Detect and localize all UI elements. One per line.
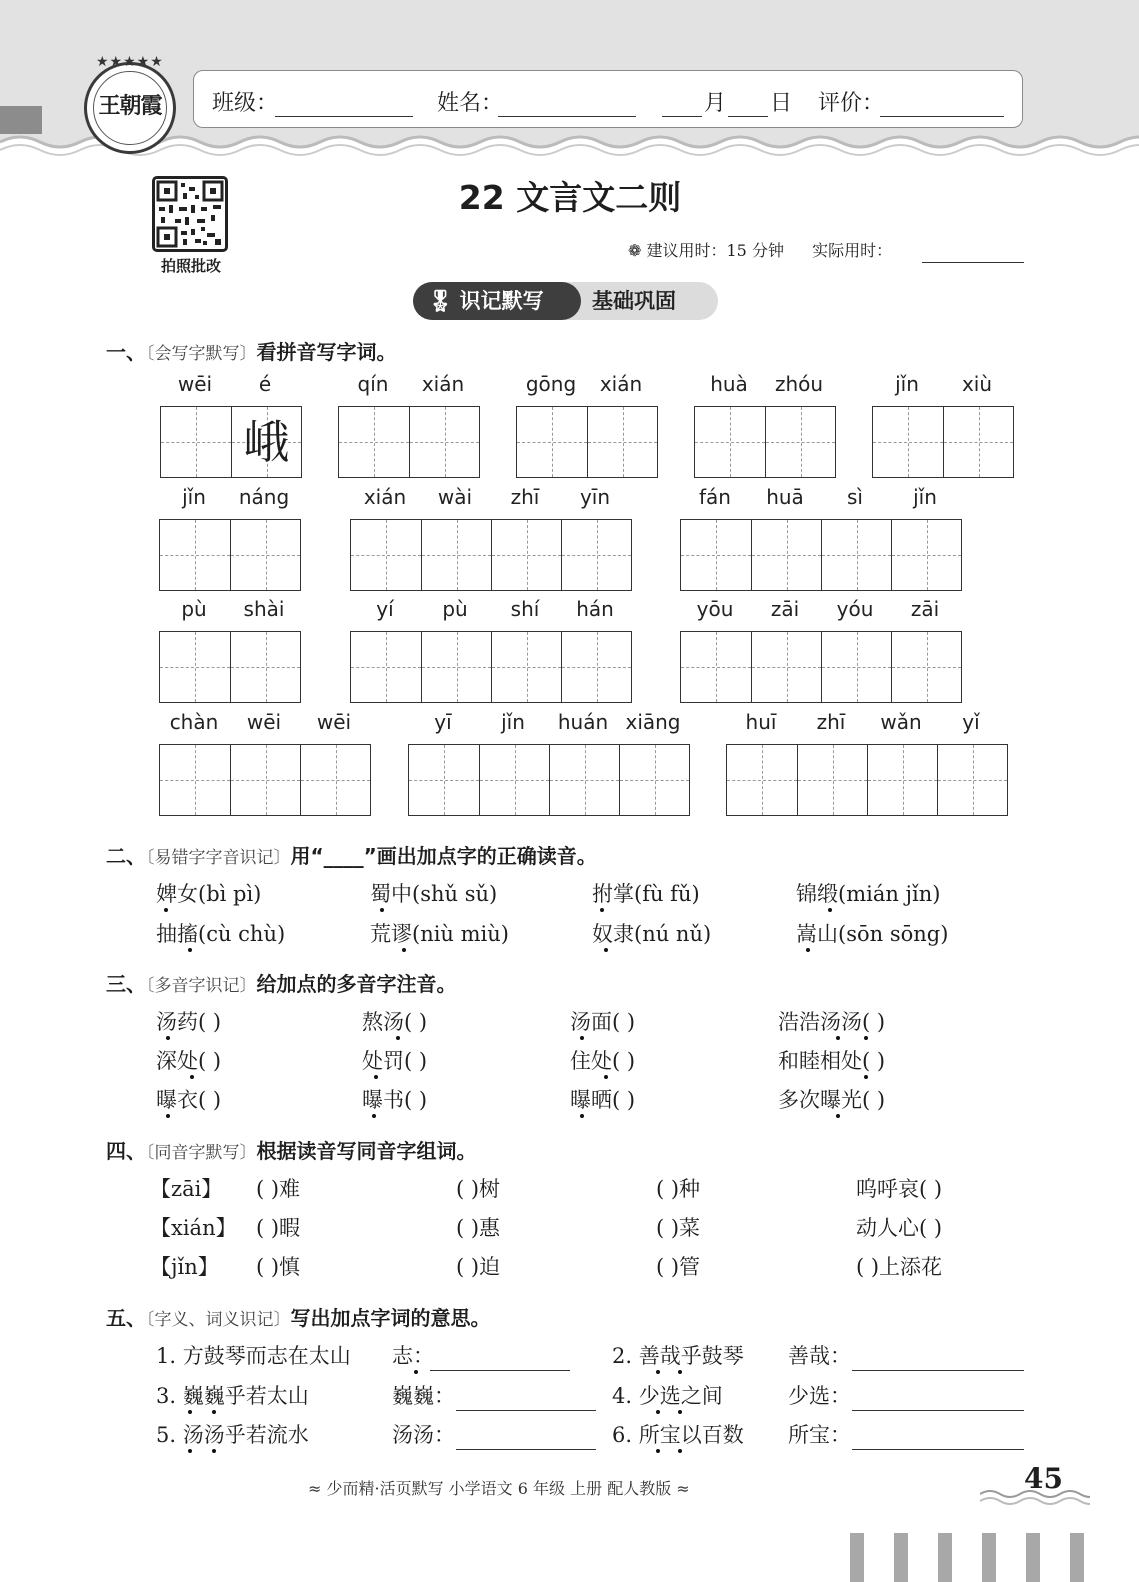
emphasis-dot: [372, 1114, 376, 1118]
grid-char: [868, 745, 937, 815]
section-dark-label: 识记默写: [459, 289, 544, 313]
q4-item[interactable]: ( )暇: [256, 1216, 301, 1240]
grid-cell[interactable]: [681, 520, 751, 590]
q1-num: 一、: [106, 340, 146, 364]
q4-num: 四、: [106, 1139, 146, 1163]
pinyin-label: xiù: [961, 372, 993, 396]
pinyin-label: wǎn: [880, 710, 922, 734]
emphasis-dot: [374, 1075, 378, 1079]
q2-item[interactable]: 锦缎(mián jǐn): [796, 882, 941, 906]
pinyin-label: xiāng: [625, 710, 681, 734]
q3-item[interactable]: 曝衣( ): [156, 1088, 222, 1112]
grid-cell[interactable]: [517, 407, 587, 477]
grid-char: [492, 520, 561, 590]
q3-heading: [106, 968, 457, 997]
footer-bar: [982, 1533, 996, 1582]
writing-grid: [159, 631, 301, 703]
q3-item[interactable]: 多次曝光( ): [778, 1088, 886, 1112]
grid-char: [160, 745, 230, 815]
grid-char: [873, 407, 943, 477]
grid-char: 峨: [243, 415, 290, 469]
grid-cell[interactable]: [161, 407, 231, 477]
emphasis-dot: [836, 1036, 840, 1040]
q4-text: 根据读音写同音字组词。: [256, 1139, 477, 1163]
q4-pinyin: 【xián】: [150, 1216, 237, 1240]
grid-cell[interactable]: [587, 407, 657, 477]
q5-word: 志：: [392, 1344, 434, 1368]
emphasis-dot: [166, 1036, 170, 1040]
side-tab: [0, 106, 42, 134]
q3-item[interactable]: 汤药( ): [156, 1010, 222, 1034]
grid-char: [550, 745, 619, 815]
q5-answer-line[interactable]: [430, 1346, 570, 1371]
q4-item[interactable]: ( )种: [656, 1177, 701, 1201]
grid-cell[interactable]: [549, 745, 619, 815]
q5-answer-line[interactable]: [852, 1346, 1024, 1371]
grid-char: [727, 745, 797, 815]
q4-item[interactable]: ( )上添花: [856, 1255, 943, 1279]
grid-cell[interactable]: [351, 520, 421, 590]
emphasis-dot: [656, 1370, 660, 1374]
footer-bar: [938, 1533, 952, 1582]
q4-item[interactable]: 动人心( ): [856, 1216, 943, 1240]
pinyin-label: huā: [766, 485, 804, 509]
qr-code-icon[interactable]: [152, 176, 228, 252]
q5-text: 写出加点字词的意思。: [290, 1306, 491, 1330]
q2-item[interactable]: 蜀中(shǔ sǔ): [370, 882, 498, 906]
footer-bar: [850, 1533, 864, 1582]
q2-item[interactable]: 拊掌(fù fǔ): [592, 882, 700, 906]
grid-char: [351, 520, 421, 590]
emphasis-dot: [604, 1075, 608, 1079]
grid-char: [938, 745, 1007, 815]
grid-cell[interactable]: [230, 632, 300, 702]
emphasis-dot: [864, 1036, 868, 1040]
pinyin-label: shài: [243, 597, 285, 621]
q5-sentence: 3. 巍巍乎若太山: [156, 1384, 309, 1408]
q3-item[interactable]: 处罚( ): [362, 1049, 428, 1073]
q1-text: 看拼音写字词。: [256, 340, 397, 364]
q3-tag: 〔多音字识记〕: [146, 976, 257, 996]
pinyin-label: yǐ: [962, 710, 980, 734]
grid-char: [160, 632, 230, 702]
emphasis-dot: [402, 948, 406, 952]
q5-tag: 〔字义、词义识记〕: [146, 1310, 291, 1330]
q4-item[interactable]: ( )惠: [456, 1216, 501, 1240]
q4-item[interactable]: ( )管: [656, 1255, 701, 1279]
pinyin-label: wēi: [177, 372, 213, 396]
grid-cell[interactable]: [339, 407, 409, 477]
writing-grid: [680, 631, 962, 703]
grid-cell[interactable]: [943, 407, 1013, 477]
grid-char: [301, 745, 370, 815]
grid-cell[interactable]: [351, 632, 421, 702]
q3-item[interactable]: 和睦相处( ): [778, 1049, 886, 1073]
grid-cell[interactable]: [561, 632, 631, 702]
emphasis-dot: [864, 1075, 868, 1079]
pinyin-label: yī: [434, 710, 452, 734]
q5-word: 巍巍：: [392, 1384, 455, 1408]
q5-sentence: 4. 少选之间: [612, 1384, 723, 1408]
emphasis-dot: [604, 948, 608, 952]
grid-cell[interactable]: [751, 520, 821, 590]
pinyin-label: hán: [576, 597, 614, 621]
grid-cell[interactable]: [821, 632, 891, 702]
pinyin-label: náng: [238, 485, 290, 509]
grid-char: [752, 632, 821, 702]
footer-bar: [1070, 1533, 1084, 1582]
grid-char: [161, 407, 231, 477]
grid-cell[interactable]: [409, 745, 479, 815]
q3-item[interactable]: 熬汤( ): [362, 1010, 428, 1034]
grid-char: [944, 407, 1013, 477]
grid-char: [892, 632, 961, 702]
grid-char: [588, 407, 657, 477]
q5-num: 五、: [106, 1306, 146, 1330]
q2-text: 用“____”画出加点字的正确读音。: [290, 844, 597, 868]
grid-char: [798, 745, 867, 815]
pinyin-label: xián: [363, 485, 407, 509]
emphasis-dot: [828, 908, 832, 912]
grid-char: [695, 407, 765, 477]
grid-cell[interactable]: [421, 520, 491, 590]
q4-item[interactable]: 呜呼哀( ): [856, 1177, 943, 1201]
grid-cell[interactable]: [300, 745, 370, 815]
grid-char: [492, 632, 561, 702]
grid-char: [160, 520, 230, 590]
section-pill-dark: [413, 282, 581, 320]
grid-cell[interactable]: [230, 745, 300, 815]
writing-grid: [338, 406, 480, 478]
writing-grid: [350, 631, 632, 703]
q4-item[interactable]: ( )迫: [456, 1255, 501, 1279]
grid-cell[interactable]: [937, 745, 1007, 815]
writing-grid: [159, 519, 301, 591]
writing-grid: [694, 406, 836, 478]
pinyin-label: qín: [357, 372, 389, 396]
flower-icon: ❁: [628, 241, 642, 260]
pinyin-label: jǐn: [501, 710, 525, 734]
q2-item[interactable]: 奴隶(nú nǔ): [592, 922, 712, 946]
writing-grid: [726, 744, 1008, 816]
grid-char: [231, 745, 300, 815]
pinyin-label: huī: [745, 710, 777, 734]
grid-char: [822, 520, 891, 590]
actual-time-field[interactable]: [922, 238, 1024, 263]
q3-text: 给加点的多音字注音。: [256, 972, 457, 996]
emphasis-dot: [656, 1410, 660, 1414]
grid-char: [517, 407, 587, 477]
q4-heading: [106, 1135, 477, 1164]
emphasis-dot: [678, 1449, 682, 1453]
month-field[interactable]: [662, 88, 702, 117]
footer-text: ≈ 少而精·活页默写 小学语文 6 年级 上册 配人教版 ≈: [308, 1479, 690, 1498]
q1-heading: [106, 336, 397, 365]
q5-answer-line[interactable]: [456, 1425, 596, 1450]
grid-cell[interactable]: [797, 745, 867, 815]
q3-item[interactable]: 深处( ): [156, 1049, 222, 1073]
grid-char: [422, 520, 491, 590]
grid-cell[interactable]: [231, 407, 301, 477]
q5-answer-line[interactable]: [456, 1386, 596, 1411]
grid-char: [620, 745, 689, 815]
q2-tag: 〔易错字字音识记〕: [146, 848, 291, 868]
pinyin-label: sì: [847, 485, 863, 509]
q5-sentence: 2. 善哉乎鼓琴: [612, 1344, 744, 1368]
pinyin-label: xián: [599, 372, 643, 396]
grid-cell[interactable]: [230, 520, 300, 590]
grid-cell[interactable]: [160, 632, 230, 702]
q4-item[interactable]: ( )树: [456, 1177, 501, 1201]
q2-item[interactable]: 荒谬(niù miù): [370, 922, 509, 946]
q3-item[interactable]: 曝书( ): [362, 1088, 428, 1112]
grid-char: [410, 407, 479, 477]
q2-item[interactable]: 抽搐(cù chù): [156, 922, 286, 946]
grid-char: [562, 632, 631, 702]
eval-label: 评价：: [818, 91, 885, 116]
pinyin-label: jǐn: [895, 372, 919, 396]
pinyin-label: gōng: [525, 372, 577, 396]
pinyin-label: chàn: [169, 710, 219, 734]
emphasis-dot: [188, 1410, 192, 1414]
pinyin-label: pù: [181, 597, 207, 621]
class-field[interactable]: [275, 88, 413, 117]
pinyin-label: wēi: [246, 710, 282, 734]
q2-num: 二、: [106, 844, 146, 868]
grid-char: [752, 520, 821, 590]
grid-cell[interactable]: [727, 745, 797, 815]
grid-char: [351, 632, 421, 702]
q5-word: 所宝：: [788, 1423, 851, 1447]
section-light-label: 基础巩固: [592, 289, 676, 313]
writing-grid: [160, 406, 302, 478]
grid-cell[interactable]: [160, 745, 230, 815]
q1-tag: 〔会写字默写〕: [146, 344, 257, 364]
grid-char: [681, 632, 751, 702]
star-icons: ★★★★★: [96, 54, 164, 70]
emphasis-dot: [188, 948, 192, 952]
q5-sentence: 5. 汤汤乎若流水: [156, 1423, 309, 1447]
pinyin-label: huà: [710, 372, 748, 396]
grid-cell[interactable]: [873, 407, 943, 477]
header-wave: [0, 128, 1139, 168]
grid-char: [231, 520, 300, 590]
brand-logo: [84, 62, 176, 154]
grid-char: [480, 745, 549, 815]
pinyin-label: shí: [510, 597, 540, 621]
emphasis-dot: [166, 1114, 170, 1118]
emphasis-dot: [380, 908, 384, 912]
q4-item[interactable]: ( )难: [256, 1177, 301, 1201]
grid-char: [339, 407, 409, 477]
pinyin-label: jǐn: [913, 485, 937, 509]
writing-grid: [680, 519, 962, 591]
emphasis-dot: [212, 1410, 216, 1414]
q4-tag: 〔同音字默写〕: [146, 1143, 257, 1163]
q3-item[interactable]: 汤面( ): [570, 1010, 636, 1034]
emphasis-dot: [414, 1370, 418, 1374]
emphasis-dot: [580, 1036, 584, 1040]
emphasis-dot: [678, 1410, 682, 1414]
q5-answer-line[interactable]: [852, 1425, 1024, 1450]
q4-pinyin: 【jǐn】: [150, 1255, 219, 1279]
grid-cell[interactable]: [479, 745, 549, 815]
pinyin-label: jǐn: [182, 485, 206, 509]
grid-cell[interactable]: [561, 520, 631, 590]
pinyin-label: huán: [557, 710, 609, 734]
logo-text: 王朝霞: [98, 93, 162, 119]
q3-item[interactable]: 浩浩汤汤( ): [778, 1010, 886, 1034]
emphasis-dot: [190, 1075, 194, 1079]
writing-grid: [408, 744, 690, 816]
grid-cell[interactable]: [491, 632, 561, 702]
grid-char: [231, 632, 300, 702]
qr-label: 拍照批改: [160, 257, 221, 275]
grid-cell[interactable]: [891, 520, 961, 590]
pinyin-label: xián: [421, 372, 465, 396]
q4-item[interactable]: ( )菜: [656, 1216, 701, 1240]
grid-cell[interactable]: [409, 407, 479, 477]
grid-cell[interactable]: [867, 745, 937, 815]
emphasis-dot: [836, 1114, 840, 1118]
q5-word: 善哉：: [788, 1344, 851, 1368]
name-field[interactable]: [498, 88, 636, 117]
emphasis-dot: [188, 1449, 192, 1453]
grid-char: [766, 407, 835, 477]
pinyin-label: zhī: [816, 710, 846, 734]
q5-word: 汤汤：: [392, 1423, 455, 1447]
pinyin-label: zhóu: [774, 372, 824, 396]
grid-cell[interactable]: [695, 407, 765, 477]
pinyin-label: zhī: [510, 485, 540, 509]
grid-char: [409, 745, 479, 815]
grid-char: [892, 520, 961, 590]
emphasis-dot: [656, 1449, 660, 1453]
page-title: 22 文言文二则: [458, 178, 682, 217]
emphasis-dot: [396, 1036, 400, 1040]
grid-char: [681, 520, 751, 590]
time-line: [628, 238, 892, 261]
page-number: 45: [1024, 1462, 1063, 1495]
pinyin-label: wài: [437, 485, 473, 509]
pinyin-label: yí: [376, 597, 394, 621]
pinyin-label: é: [258, 372, 272, 396]
writing-grid: [350, 519, 632, 591]
grid-cell[interactable]: [681, 632, 751, 702]
footer-bar: [894, 1533, 908, 1582]
grid-cell[interactable]: [160, 520, 230, 590]
q5-answer-line[interactable]: [852, 1386, 1024, 1411]
grid-cell[interactable]: [821, 520, 891, 590]
month-label: 月: [704, 91, 727, 116]
actual-time-label: 实际用时：: [812, 241, 893, 260]
pinyin-label: pù: [442, 597, 468, 621]
suggested-time: 建议用时：15 分钟: [646, 241, 784, 260]
writing-grid: [159, 744, 371, 816]
class-label: 班级：: [212, 91, 279, 116]
pinyin-label: zāi: [910, 597, 940, 621]
pinyin-label: zāi: [770, 597, 800, 621]
emphasis-dot: [212, 1449, 216, 1453]
eval-field[interactable]: [880, 88, 1004, 117]
grid-cell[interactable]: [619, 745, 689, 815]
q5-sentence: 1. 方鼓琴而志在太山: [156, 1344, 351, 1368]
grid-cell[interactable]: [751, 632, 821, 702]
grid-cell[interactable]: [491, 520, 561, 590]
emphasis-dot: [806, 948, 810, 952]
medal-icon: 🎖: [427, 289, 454, 313]
grid-char: [422, 632, 491, 702]
writing-grid: [872, 406, 1014, 478]
q5-heading: [106, 1302, 491, 1331]
grid-char: [562, 520, 631, 590]
emphasis-dot: [678, 1370, 682, 1374]
grid-char: [822, 632, 891, 702]
emphasis-dot: [580, 1114, 584, 1118]
grid-cell[interactable]: [765, 407, 835, 477]
q2-heading: [106, 840, 597, 869]
footer-bar: [1026, 1533, 1040, 1582]
q4-item[interactable]: ( )慎: [256, 1255, 301, 1279]
day-field[interactable]: [728, 88, 768, 117]
pinyin-label: yóu: [836, 597, 874, 621]
q2-item[interactable]: 婢女(bì pì): [156, 882, 262, 906]
emphasis-dot: [600, 908, 604, 912]
q3-item[interactable]: 住处( ): [570, 1049, 636, 1073]
day-label: 日: [770, 91, 793, 116]
q2-item[interactable]: 嵩山(sōn sōng): [796, 922, 949, 946]
pinyin-label: fán: [699, 485, 731, 509]
writing-grid: [516, 406, 658, 478]
grid-cell[interactable]: [891, 632, 961, 702]
q4-pinyin: 【zāi】: [150, 1177, 223, 1201]
emphasis-dot: [164, 908, 168, 912]
name-label: 姓名：: [437, 91, 504, 116]
q3-num: 三、: [106, 972, 146, 996]
q5-sentence: 6. 所宝以百数: [612, 1423, 744, 1447]
q3-item[interactable]: 曝晒( ): [570, 1088, 636, 1112]
pinyin-label: wēi: [316, 710, 352, 734]
pinyin-label: yīn: [579, 485, 611, 509]
grid-cell[interactable]: [421, 632, 491, 702]
q5-word: 少选：: [788, 1384, 851, 1408]
pinyin-label: yōu: [696, 597, 734, 621]
